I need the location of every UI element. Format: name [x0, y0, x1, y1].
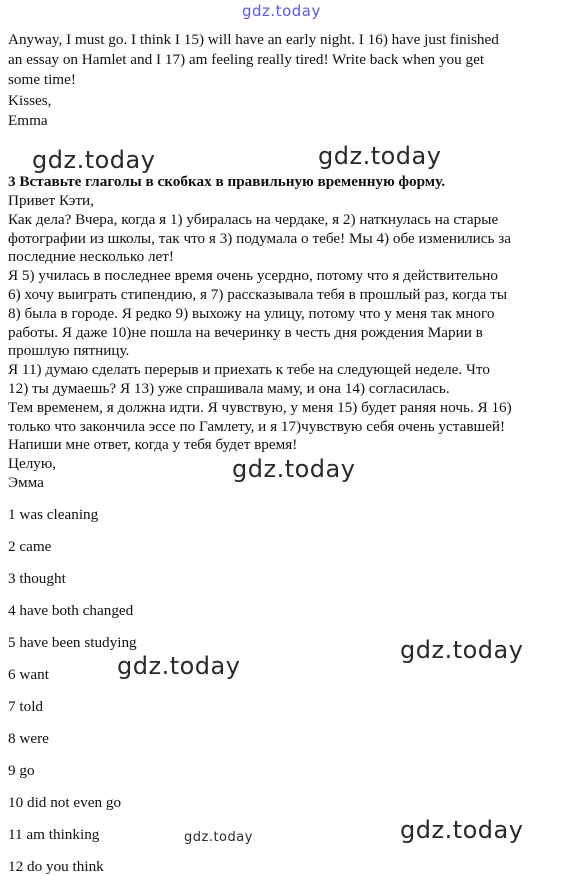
task-line: Эмма: [8, 474, 44, 491]
task-line: прошлую пятницу.: [8, 342, 130, 359]
letter-line: some time!: [8, 71, 76, 88]
task-line: 8) была в городе. Я редко 9) выхожу на улицу, потому что у меня так много: [8, 305, 495, 322]
task-line: фотографии из школы, так что я 3) подумала о тебе! Мы 4) обе изменились за: [8, 230, 511, 247]
watermark-small: gdz.today: [184, 830, 253, 845]
answer-item: 6 want: [8, 666, 49, 683]
task-line: Напиши мне ответ, когда у тебя будет время!: [8, 436, 298, 453]
letter-closing: Kisses,: [8, 92, 52, 109]
task-line: Я 5) училась в последнее время очень усердно, потому что я действительно: [8, 267, 498, 284]
task-line: Привет Кэти,: [8, 192, 94, 209]
task-line: работы. Я даже 10)не пошла на вечеринку в честь дня рождения Марии в: [8, 324, 483, 341]
task-line: Целую,: [8, 455, 57, 472]
answer-item: 3 thought: [8, 570, 66, 587]
letter-line: an essay on Hamlet and I 17) am feeling really tired! Write back when you get: [8, 51, 485, 68]
letter-line: Anyway, I must go. I think I 15) will have an early night. I 16) have just finished: [8, 31, 499, 48]
watermark: gdz.today: [400, 816, 524, 844]
task-line: 12) ты думаешь? Я 13) уже спрашивала маму, и она 14) согласилась.: [8, 380, 450, 397]
answer-item: 5 have been studying: [8, 634, 137, 651]
answer-item: 4 have both changed: [8, 602, 134, 619]
task-line: только что закончила эссе по Гамлету, и я 17)чувствую себя очень уставшей!: [8, 418, 506, 435]
task-line: последние несколько лет!: [8, 248, 174, 265]
task-line: Тем временем, я должна идти. Я чувствую, у меня 15) будет раняя ночь. Я 16): [8, 399, 512, 416]
answer-item: 11 am thinking: [8, 826, 100, 843]
watermark: gdz.today: [400, 636, 524, 664]
task-line: 6) хочу выиграть стипендию, я 7) рассказывала тебя в прошлый раз, когда ты: [8, 286, 508, 303]
answer-item: 9 go: [8, 762, 35, 779]
answer-item: 12 do you think: [8, 858, 104, 875]
answer-item: 8 were: [8, 730, 49, 747]
watermark-top: gdz.today: [242, 2, 321, 20]
task-line: Я 11) думаю сделать перерыв и приехать к тебе на следующей неделе. Что: [8, 361, 490, 378]
answer-item: 1 was cleaning: [8, 506, 99, 523]
letter-signature: Emma: [8, 112, 48, 129]
answer-item: 10 did not even go: [8, 794, 122, 811]
task-heading: 3 Вставьте глаголы в скобках в правильную временную форму.: [8, 173, 446, 190]
watermark: gdz.today: [232, 455, 356, 483]
answer-item: 7 told: [8, 698, 44, 715]
watermark: gdz.today: [32, 146, 156, 174]
watermark: gdz.today: [117, 652, 241, 680]
answer-item: 2 came: [8, 538, 52, 555]
watermark: gdz.today: [318, 142, 442, 170]
task-line: Как дела? Вчера, когда я 1) убиралась на чердаке, я 2) наткнулась на старые: [8, 211, 499, 228]
